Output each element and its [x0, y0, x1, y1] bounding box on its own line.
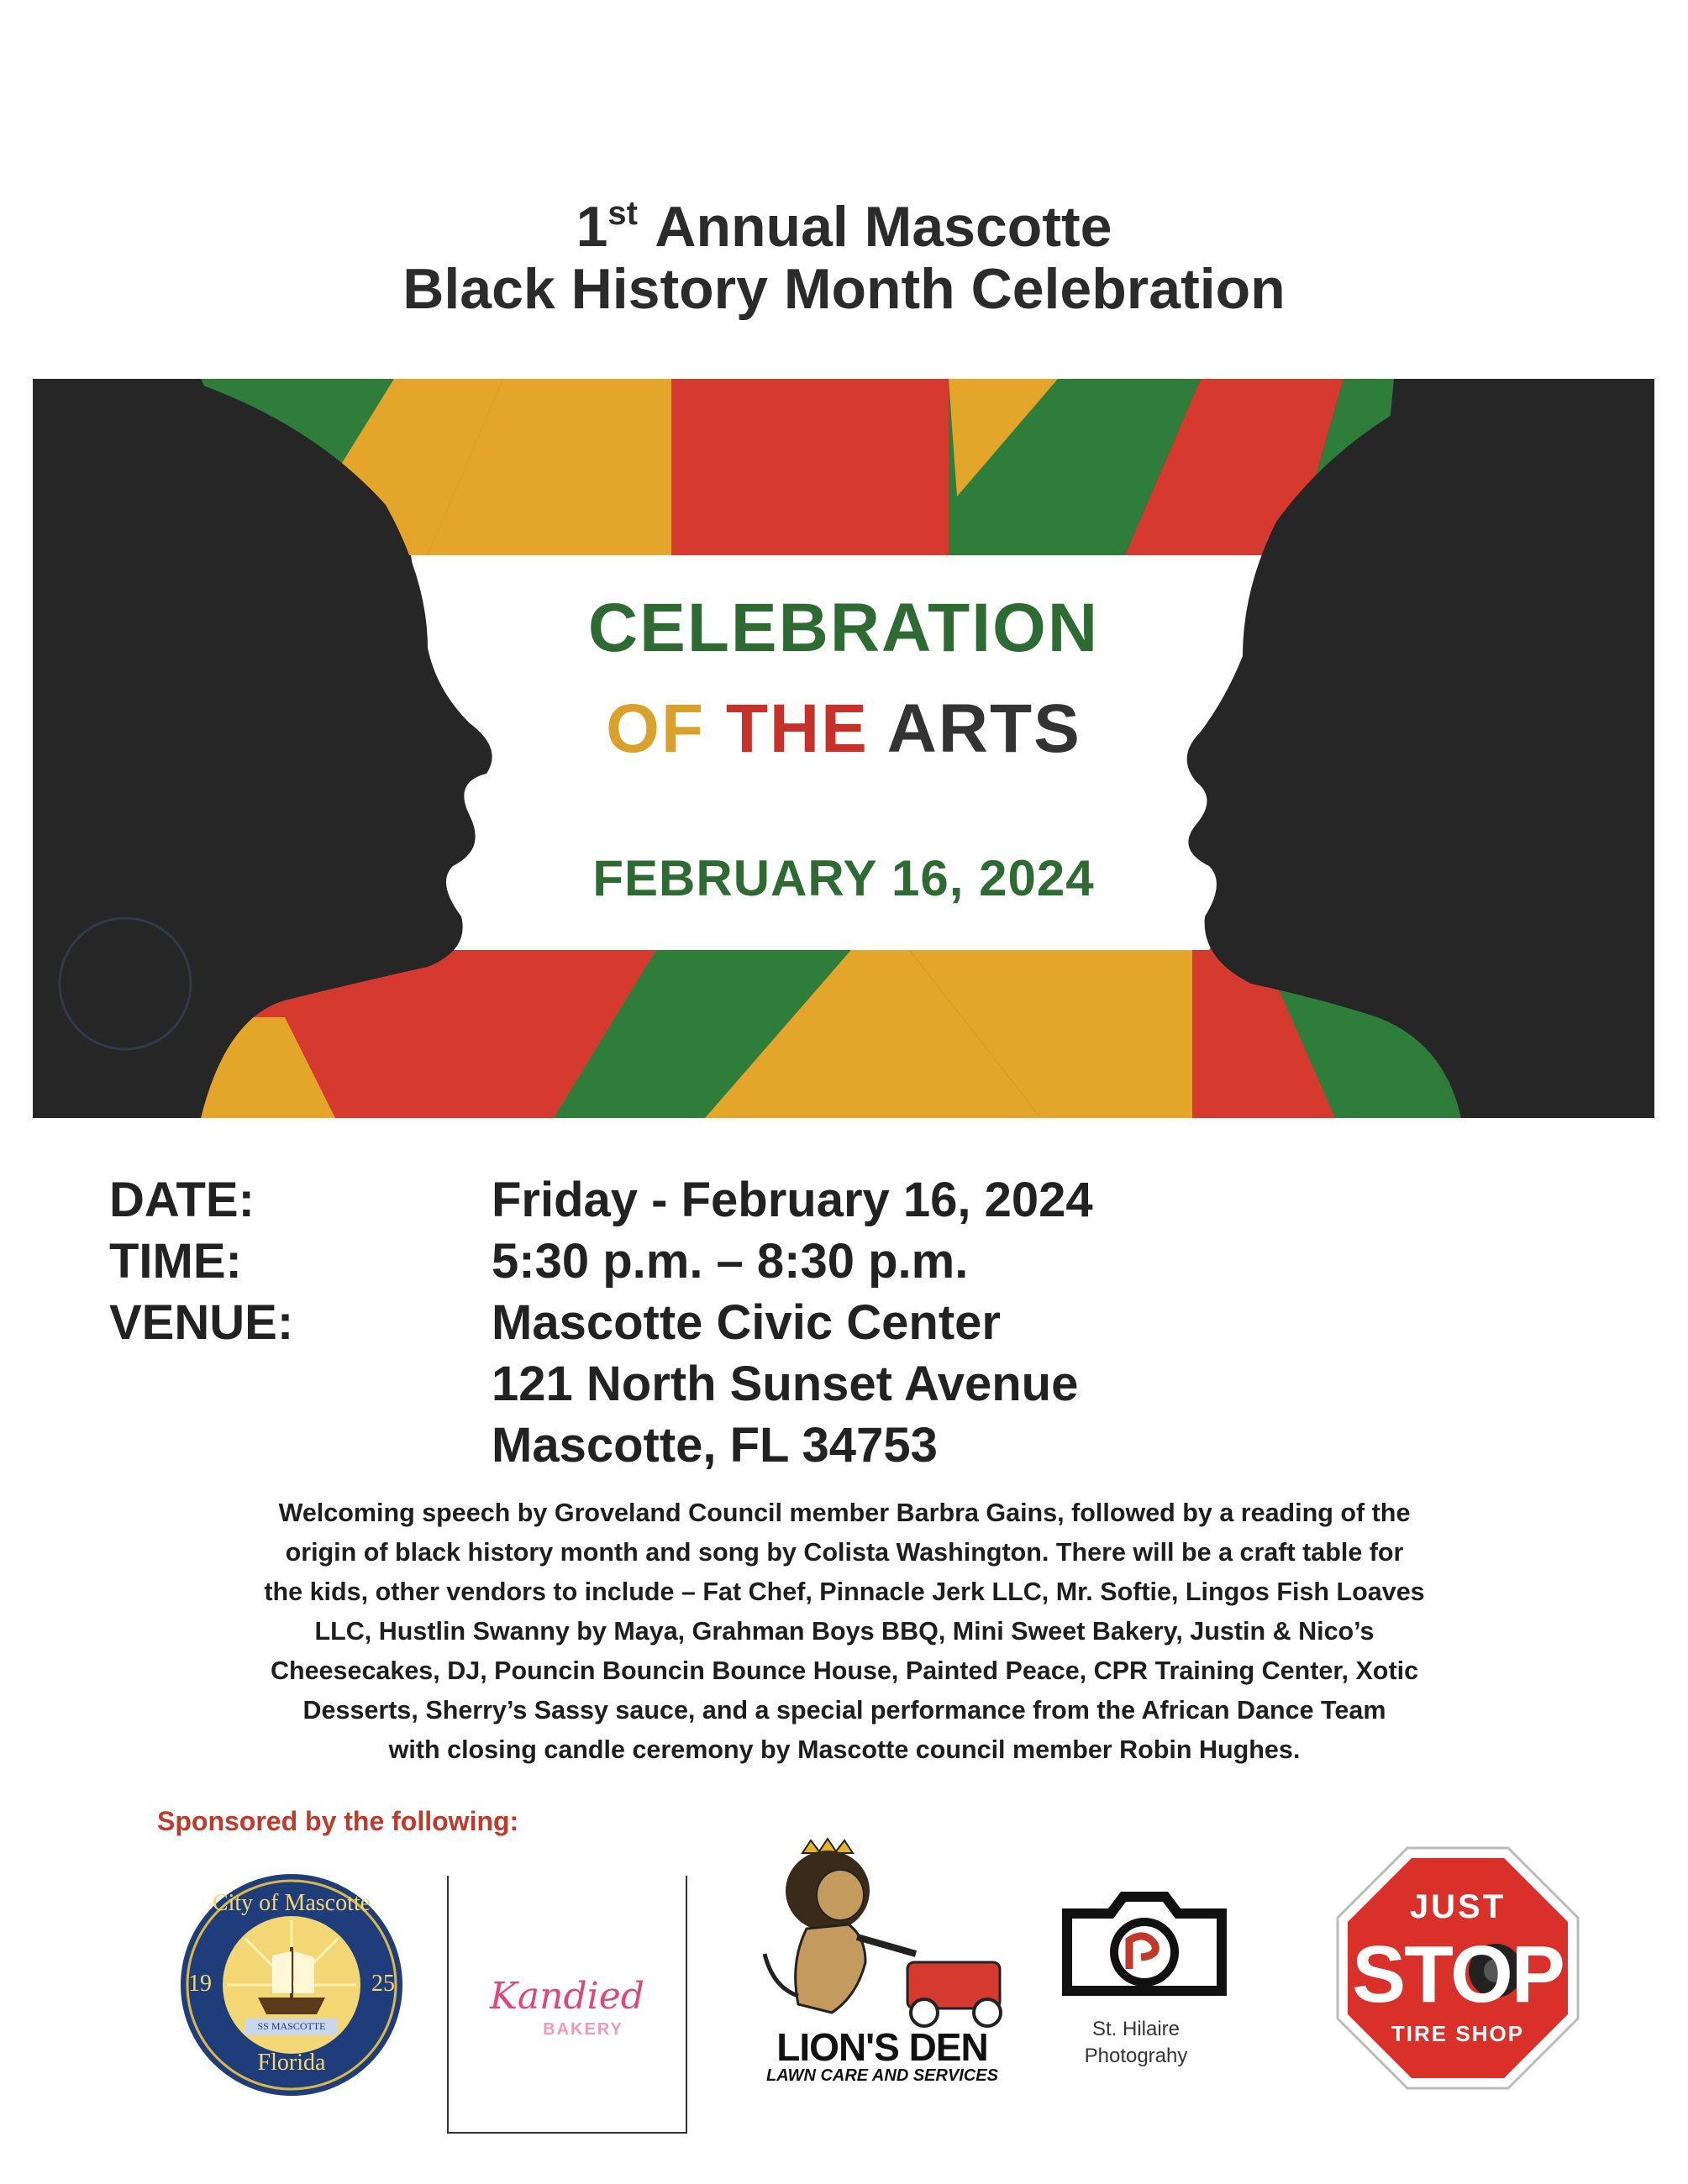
seal-year-right: 25 [371, 1971, 395, 1997]
venue-line-3: Mascotte, FL 34753 [492, 1418, 938, 1473]
seal-year-left: 19 [188, 1971, 212, 1997]
city-of-mascotte-seal-logo [178, 1872, 405, 2098]
seal-top-text: City of Mascotte [212, 1890, 371, 1916]
description-line: LLC, Hustlin Swanny by Maya, Grahman Boys BBQ, Mini Sweet Bakery, Justin & Nico’s [314, 1617, 1375, 1646]
kandied-wordmark: Kandied [490, 1975, 644, 2018]
sponsors-heading: Sponsored by the following: [157, 1806, 519, 1836]
description-line: Cheesecakes, DJ, Pouncin Bouncin Bounce House, Painted Peace, CPR Training Center, Xotic [270, 1656, 1419, 1685]
description-line: Desserts, Sherry’s Sassy sauce, and a special performance from the African Dance Team [302, 1696, 1386, 1725]
kandied-bakery-logo [447, 1876, 687, 2134]
just-stop-top-text: JUST [1409, 1888, 1507, 1925]
event-title-line-2: Black History Month Celebration [402, 257, 1286, 321]
st-hilaire-photography-logo [1060, 1888, 1228, 2067]
description-line: with closing candle ceremony by Mascotte council member Robin Hughes. [388, 1735, 1301, 1764]
kandied-bakery-subtext: BAKERY [543, 2020, 623, 2039]
event-title-line-1: 1st Annual Mascotte [576, 195, 1112, 259]
just-stop-tire-shop-logo [1336, 1846, 1580, 2090]
lions-den-logo [739, 1836, 1025, 2088]
event-description [134, 1494, 1554, 1770]
lions-den-wordmark: LION'S DEN [776, 2025, 988, 2069]
time-label: TIME: [109, 1234, 242, 1289]
ordinal-suffix: st [607, 195, 638, 232]
description-line: origin of black history month and song by Colista Washington. There will be a craft table for [285, 1538, 1404, 1567]
description-line: Welcoming speech by Groveland Council member Barbra Gains, followed by a reading of the [278, 1499, 1411, 1527]
venue-line-1: Mascotte Civic Center [492, 1295, 1001, 1350]
date-value: Friday - February 16, 2024 [492, 1173, 1093, 1227]
venue-line-2: 121 North Sunset Avenue [492, 1357, 1079, 1411]
description-line: the kids, other vendors to include – Fat Chef, Pinnacle Jerk LLC, Mr. Softie, Lingos Fish Loaves [264, 1578, 1425, 1606]
celebration-banner [33, 379, 1654, 1118]
banner-headline-celebration: CELEBRATION [587, 590, 1100, 666]
just-stop-main-text: STOP [1352, 1929, 1564, 2019]
seal-bottom-text: Florida [257, 2050, 326, 2076]
photography-caption-line-2: Photograhy [1084, 2045, 1188, 2067]
seal-ribbon-text: SS MASCOTTE [257, 2020, 326, 2032]
date-label: DATE: [109, 1173, 255, 1227]
time-value: 5:30 p.m. – 8:30 p.m. [492, 1234, 969, 1289]
just-stop-bottom-text: TIRE SHOP [1391, 2021, 1525, 2046]
lions-den-subtext: LAWN CARE AND SERVICES [766, 2066, 998, 2085]
banner-date: FEBRUARY 16, 2024 [592, 850, 1095, 906]
photography-caption-line-1: St. Hilaire [1091, 2018, 1181, 2040]
venue-label: VENUE: [109, 1295, 294, 1350]
banner-headline-of-the-arts: OF THE ARTS [606, 690, 1081, 767]
